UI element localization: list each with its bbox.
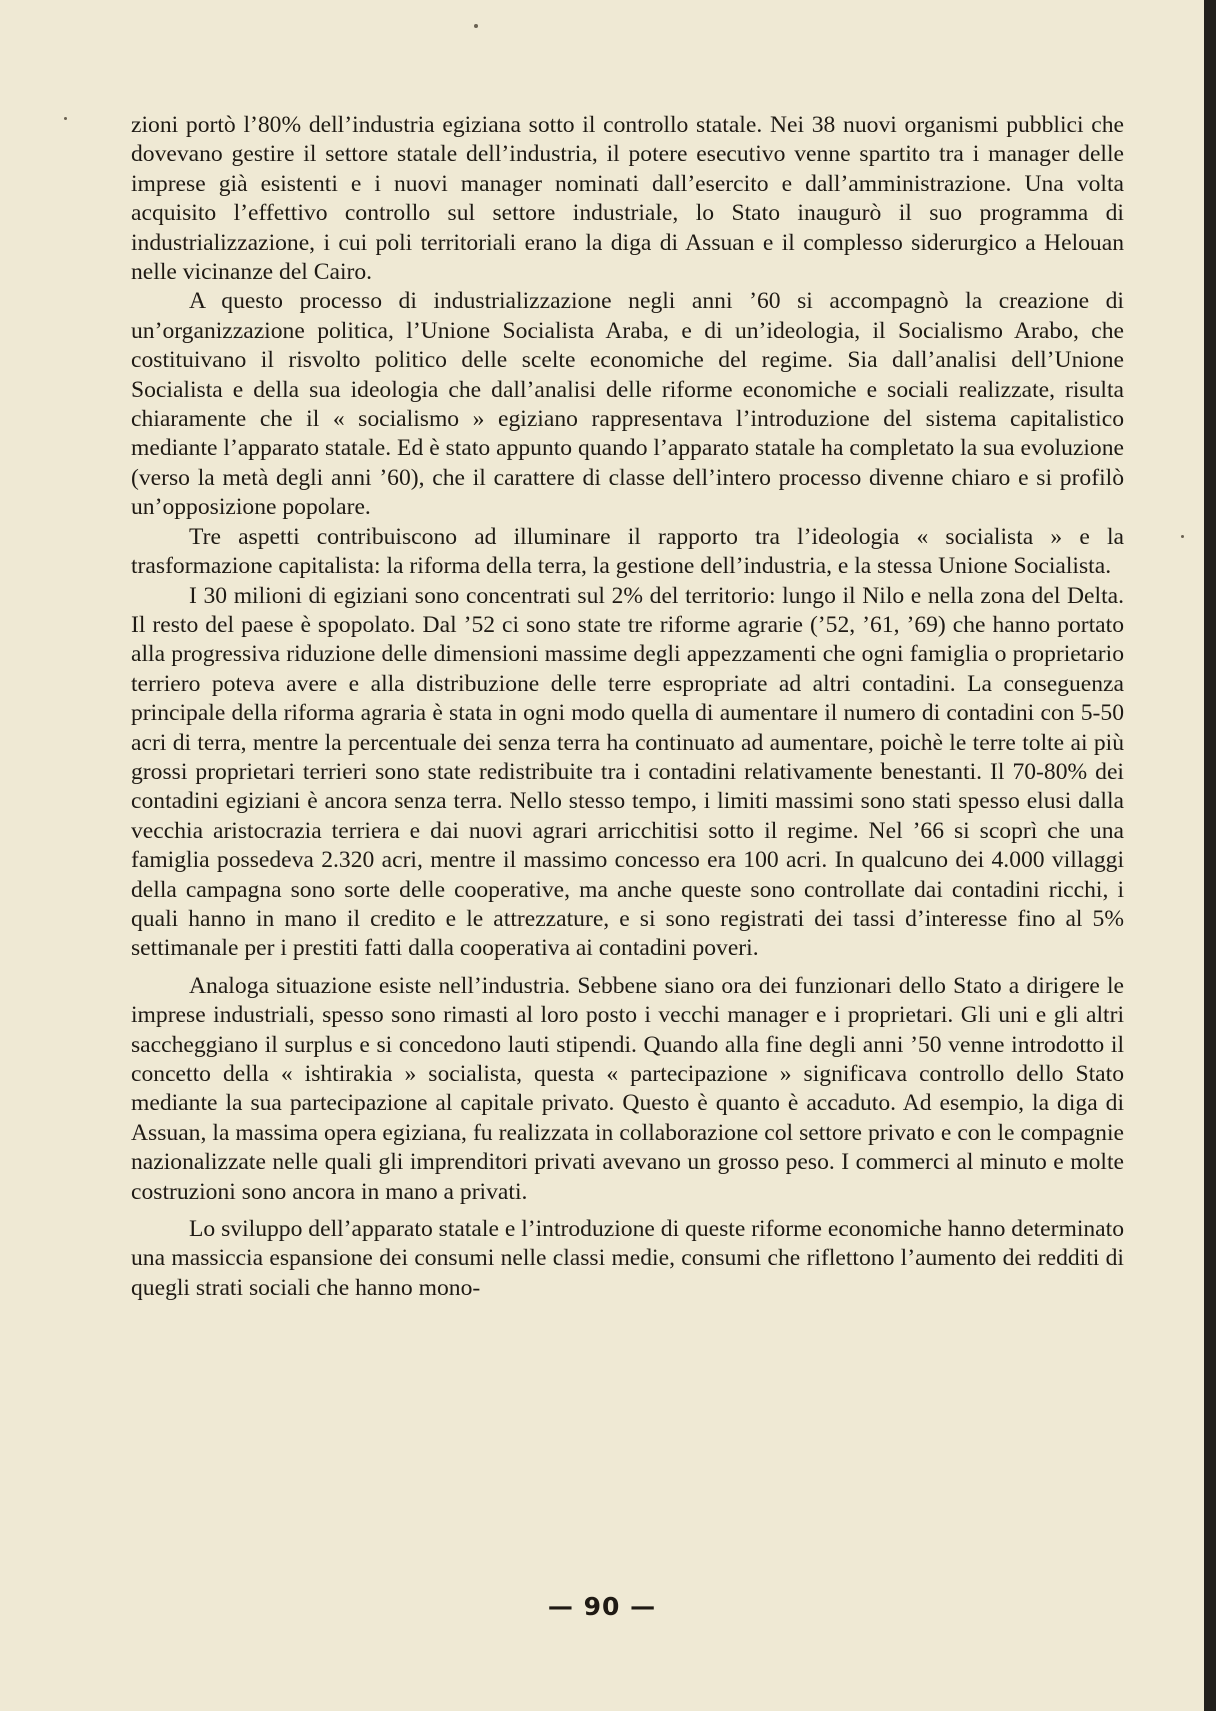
paragraph-3: Tre aspetti contribuiscono ad illuminare il rapporto tra l’ideologia « socialista » e la trasformazione capitalista: la riforma della terra, la gestione dell’industria, e la stessa Unione Socialista. bbox=[131, 523, 1124, 580]
speck-mark bbox=[474, 24, 478, 28]
paragraph-2: A questo processo di industrializzazione negli anni ’60 si accompagnò la creazione di un’organizzazione politica, l’Unione Socialista Araba, e di un’ideologia, il Socialismo Arabo, che costituivano il risvolto politico delle scelte economiche del regime. Sia dall’analisi dell’Unione Socialista e della sua ideologia che dall’analisi delle riforme economiche e sociali realizzate, risulta chiaramente che il « socialismo » egiziano rappresentava l’introduzione del sistema capitalistico mediante l’apparato statale. Ed è stato appunto quando l’apparato statale ha completato la sua evoluzione (verso la metà degli anni ’60), che il carattere di classe dell’intero processo divenne chiaro e si profilò un’opposizione popolare. bbox=[131, 288, 1124, 521]
paragraph-4: I 30 milioni di egiziani sono concentrati sul 2% del territorio: lungo il Nilo e nella zona del Delta. Il resto del paese è spopolato. Dal ’52 ci sono state tre riforme agrarie (’52, ’61, ’69) che hanno portato alla progressiva riduzione delle dimensioni massime degli appezzamenti che ogni famiglia o proprietario terriero poteva avere e alla distribuzione delle terre espropriate ad altri contadini. La conseguenza principale della riforma agraria è stata in ogni modo quella di aumentare il numero di contadini con 5-50 acri di terra, mentre la percentuale dei senza terra ha continuato ad aumentare, poichè le terre tolte ai più grossi proprietari terrieri sono state redistribuite tra i contadini relativamente benestanti. Il 70-80% dei contadini egiziani è ancora senza terra. Nello stesso tempo, i limiti massimi sono stati spesso elusi dalla vecchia aristocrazia terriera e dai nuovi agrari arricchitisi sotto il regime. Nel ’66 si scoprì che una famiglia possedeva 2.320 acri, mentre il massimo concesso era 100 acri. In qualcuno dei 4.000 villaggi della campagna sono sorte delle cooperative, ma anche queste sono controllate dai contadini ricchi, i quali hanno in mano il credito e le attrezzature, e si sono registrati dei tassi d’interesse fino al 5% settimanale per i prestiti fatti dalla cooperativa ai contadini poveri. bbox=[131, 582, 1124, 962]
body-text bbox=[131, 111, 1124, 1303]
paragraph-6: Lo sviluppo dell’apparato statale e l’introduzione di queste riforme economiche hanno determinato una massiccia espansione dei consumi nelle classi medie, consumi che riflettono l’aumento dei redditi di quegli strati sociali che hanno mono- bbox=[131, 1216, 1124, 1301]
page-edge-shadow bbox=[1204, 0, 1216, 1711]
page-number: — 90 — bbox=[547, 1592, 657, 1621]
paragraph-1: zioni portò l’80% dell’industria egiziana sotto il controllo statale. Nei 38 nuovi organismi pubblici che dovevano gestire il settore statale dell’industria, il potere esecutivo venne spartito tra i manager delle imprese già esistenti e i nuovi manager nominati dall’esercito e dall’amministrazione. Una volta acquisito l’effettivo controllo sul settore industriale, lo Stato inaugurò il suo programma di industrializzazione, i cui poli territoriali erano la diga di Assuan e il complesso siderurgico a Helouan nelle vicinanze del Cairo. bbox=[131, 112, 1124, 286]
speck-mark bbox=[64, 117, 67, 120]
speck-mark bbox=[1181, 535, 1184, 538]
paragraph-5: Analoga situazione esiste nell’industria. Sebbene siano ora dei funzionari dello Stato a dirigere le imprese industriali, spesso sono rimasti al loro posto i vecchi manager e i proprietari. Gli uni e gli altri saccheggiano il surplus e si concedono lauti stipendi. Quando alla fine degli anni ’50 venne introdotto il concetto della « ishtirakia » socialista, questa « partecipazione » significava controllo dello Stato mediante la sua partecipazione al capitale privato. Questo è quanto è accaduto. Ad esempio, la diga di Assuan, la massima opera egiziana, fu realizzata in collaborazione col settore privato e con le compagnie nazionalizzate nelle quali gli imprenditori privati avevano un grosso peso. I commerci al minuto e molte costruzioni sono ancora in mano a privati. bbox=[131, 972, 1124, 1205]
